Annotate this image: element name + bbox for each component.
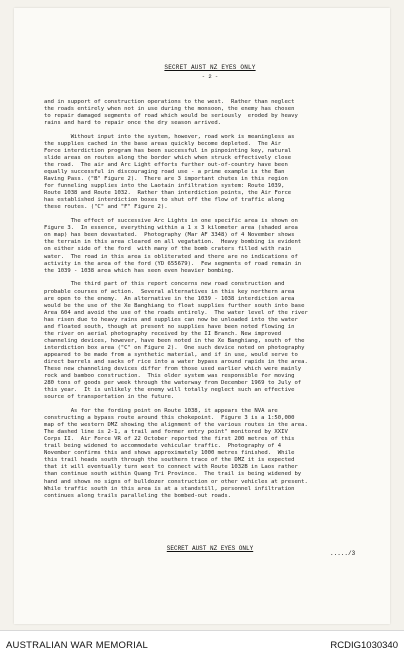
page-number: - 2 - <box>201 73 219 80</box>
continuation-marker: ...../3 <box>330 550 356 557</box>
document-body <box>44 99 350 506</box>
classification-footer: SECRET AUST NZ EYES ONLY <box>166 545 254 552</box>
paragraph-3: The effect of successive Arc Lights in one specific area is shown on Figure 3. In essence, everything within a 1 x 3 kilometer area (shaded area on map) has been devastated. Photography (Mar AF 3348) of 4 November shows the terrain in this area cleared on all vegatation. Heavy bombing is evident on either side of the ford with many of the bomb craters filled with rain water. The road in this area is obliterated and there are no indications of activity in the area of the ford (YD 655679). Few segments of road remain in the 1039 - 1038 area which has seen even heavier bombing. <box>44 218 302 274</box>
paragraph-5: As for the fording point on Route 1038, it appears the NVA are constructing a bypass route around this chokepoint. Figure 3 is a 1:50,000 map of the western DMZ showing the alignment of the various routes in the area. The dashed line is 2-1, a trail and former entry point" monitored by XXIV Corps II. Air Force VR of 22 October reported the first 200 metres of this trail being widened to accommodate vehicular traffic. Photography of 4 November confirms this and shows approximately 1000 metres finished. While this trail heads south through the southern trace of the DMZ it is expected that it will eventually turn west to connect with Route 1032B in Laos rather than continue south within Quang Tri Province. The trail is being widened by hand and shows no signs of bulldozer construction or other vehicles at present. While traffic south in this area is at a standstill, personnel infiltration continues along trails paralleling the bombed-out roads. <box>44 408 308 499</box>
archive-footer <box>0 630 404 655</box>
classification-header: SECRET AUST NZ EYES ONLY <box>164 64 256 71</box>
paragraph-1: and in support of construction operations to the west. Rather than neglect the roads entirely when not in use during the monsoon, the enemy has chosen to repair damaged segments of road which would be seriously eroded by heavy rains and hard to repair once the dry season arrived. <box>44 99 298 127</box>
paragraph-2: Without input into the system, however, road work is meaningless as the supplies cached in the base areas quickly become depleted. The Air Force interdiction program has been successful in pinpointing key, natural slide areas on routes along the border which when struck effectively close the road. The air and Arc Light efforts further out-of-country have been equally successful in discouraging road use - a prime example is the Ban Raving Pass. ("B" Figure 2). There are 3 important chutes in this region for funneling supplies into the Laotain infiltration system: Route 1039, Route 1038 and Route 1032. Rather than interdiction points, the Air Force has established interdiction boxes to shut off the flow of traffic along these routes. ("C" and "F" Figure 2). <box>44 133 295 211</box>
archive-institution: AUSTRALIAN WAR MEMORIAL <box>6 640 149 651</box>
archive-reference: RCDIG1030340 <box>330 640 398 651</box>
paragraph-4: The third part of this report concerns new road construction and probable courses of action. Several alternatives in this key northern area are open to the enemy. An alternative in the 1039 - 1038 interdiction area would be the use of the Xe Banghiang to float supplies further south into base Area 604 and avoid the use of the roads entirely. The water level of the river has risen due to heavy rains and supplies can now be unloaded into the water and floated south, though at present no supplies have been noted flowing in the river on aerial photography received by the II Branch. New improved channeling devices, however, have been noted in the Xe Banghiang, south of the interdiction box area ("C" on Figure 2). One such device noted on photography appeared to be made from a synthetic material, and if in use, would serve to direct barrels and sacks of rice into a water bypass around rapids in the area. These new channeling devices differ from those used earlier which were mainly rock and bamboo construction. This older system was responsible for moving 280 tons of goods per week through the waterway from December 1969 to July of this year. It is unlikely the enemy will totally neglect such an effective source of transportation in the future. <box>44 281 308 401</box>
